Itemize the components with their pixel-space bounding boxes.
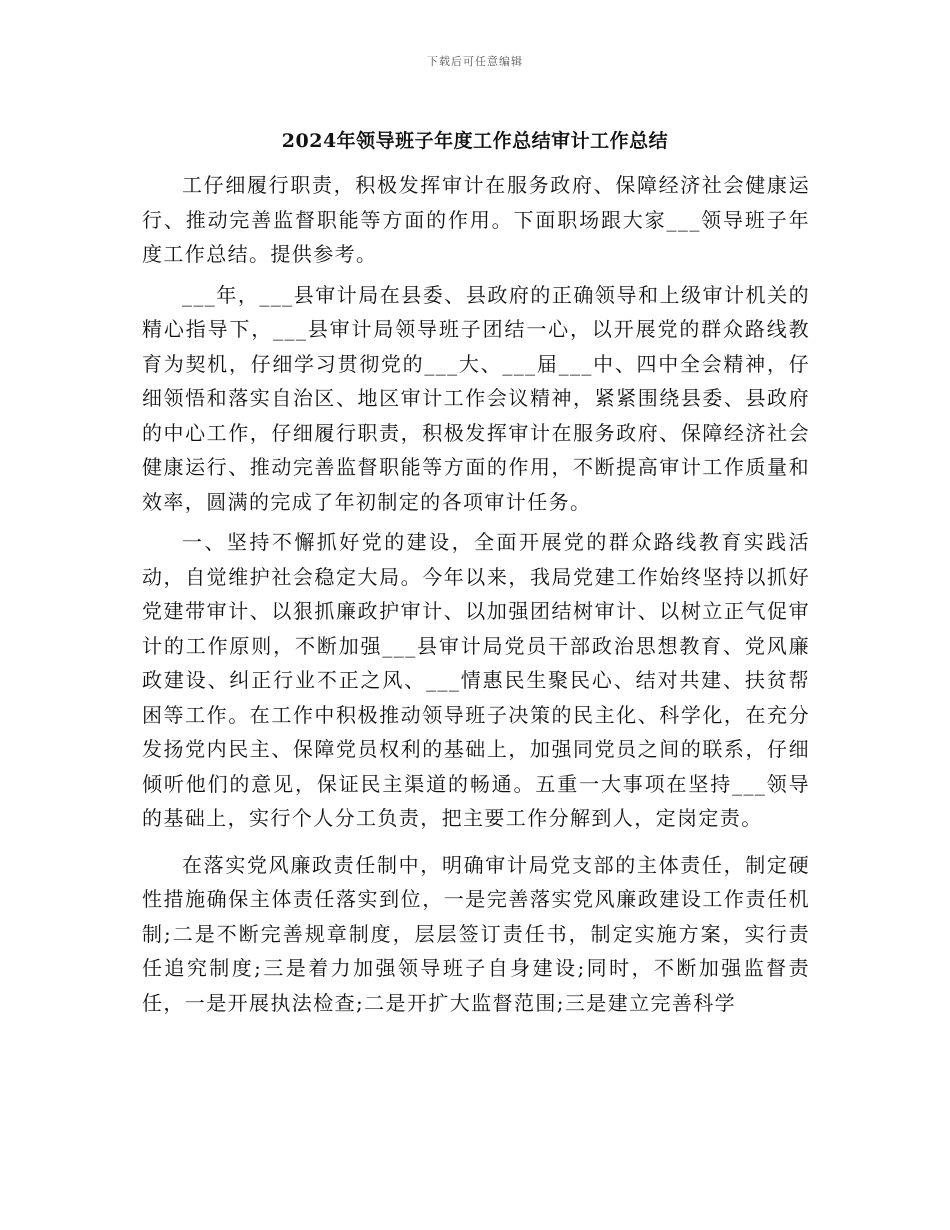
paragraph-party-building: 一、坚持不懈抓好党的建设，全面开展党的群众路线教育实践活动，自觉维护社会稳定大局。今年以来，我局党建工作始终坚持以抓好党建带审计、以狠抓廉政护审计、以加强团结树审计、以树立正气促审计的工作原则，不断加强___县审计局党员干部政治思想教育、党风廉政建设、纠正行业不正之风、___情惠民生聚民心、结对共建、扶贫帮困等工作。在工作中积极推动领导班子决策的民主化、科学化，在充分发扬党内民主、保障党员权利的基础上，加强同党员之间的联系，仔细倾听他们的意见，保证民主渠道的畅通。五重一大事项在坚持___领导的基础上，实行个人分工负责，把主要工作分解到人，定岗定责。 [142, 530, 810, 830]
paragraph-integrity-responsibility: 在落实党风廉政责任制中，明确审计局党支部的主体责任，制定硬性措施确保主体责任落实到位，一是完善落实党风廉政建设工作责任机制;二是不断完善规章制度，层层签订责任书，制定实施方案，实行责任追究制度;三是着力加强领导班子自身建设;同时，不断加强监督责任，一是开展执法检查;二是开扩大监督范围;三是建立完善科学 [142, 852, 810, 1015]
document-title: 2024年领导班子年度工作总结审计工作总结 [281, 130, 669, 152]
document-body [142, 168, 810, 1026]
header-note: 下载后可任意编辑 [427, 55, 523, 68]
paragraph-intro: 工仔细履行职责，积极发挥审计在服务政府、保障经济社会健康运行、推动完善监督职能等方面的作用。下面职场跟大家___领导班子年度工作总结。提供参考。 [142, 173, 810, 266]
paragraph-overview: ___年，___县审计局在县委、县政府的正确领导和上级审计机关的精心指导下，___县审计局领导班子团结一心，以开展党的群众路线教育为契机，仔细学习贯彻党的___大、___届___中、四中全会精神，仔细领悟和落实自治区、地区审计工作会议精神，紧紧围绕县委、县政府的中心工作，仔细履行职责，积极发挥审计在服务政府、保障经济社会健康运行、推动完善监督职能等方面的作用，不断提高审计工作质量和效率，圆满的完成了年初制定的各项审计任务。 [142, 282, 810, 514]
